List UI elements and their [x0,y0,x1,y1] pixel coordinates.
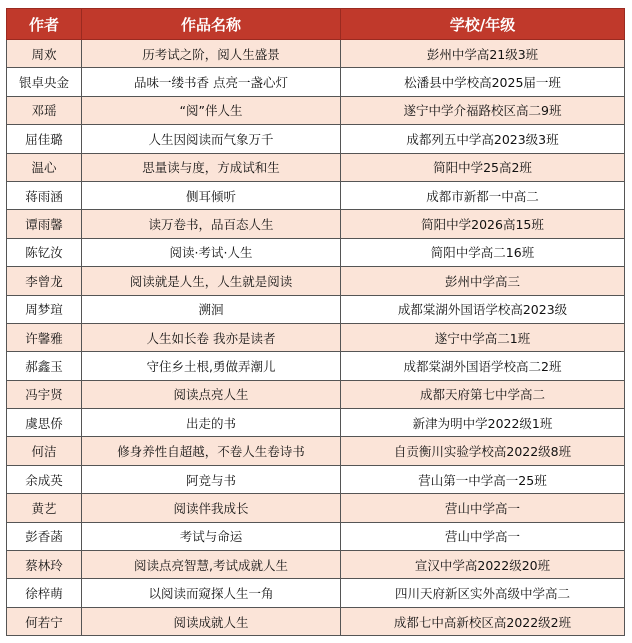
table-row [7,40,625,68]
author-cell: 虞思侨 [7,409,82,437]
table-header-row [7,9,625,40]
author-cell: 徐梓萌 [7,579,82,607]
table-row [7,125,625,153]
school-cell: 营山中学高一 [341,522,625,550]
table-row [7,68,625,96]
school-cell: 简阳中学2026高15班 [341,210,625,238]
author-cell: 李曾龙 [7,267,82,295]
school-cell: 彭州中学高21级3班 [341,40,625,68]
author-cell: 温心 [7,153,82,181]
title-cell: 以阅读而窥探人生一角 [82,579,341,607]
author-cell: 黄艺 [7,494,82,522]
title-cell: “阅”伴人生 [82,96,341,124]
author-cell: 屈佳璐 [7,125,82,153]
title-cell: 读万卷书，品百态人生 [82,210,341,238]
header-author: 作者 [7,9,82,40]
header-title: 作品名称 [82,9,341,40]
school-cell: 成都天府第七中学高二 [341,380,625,408]
school-cell: 四川天府新区实外高级中学高二 [341,579,625,607]
title-cell: 阿竞与书 [82,465,341,493]
award-table-container [6,8,624,636]
author-cell: 周梦瑄 [7,295,82,323]
school-cell: 成都七中高新校区高2022级2班 [341,607,625,635]
award-table [6,8,625,636]
school-cell: 成都棠湖外国语学校高二2班 [341,352,625,380]
author-cell: 周欢 [7,40,82,68]
school-cell: 成都列五中学高2023级3班 [341,125,625,153]
header-school: 学校/年级 [341,9,625,40]
table-row [7,465,625,493]
school-cell: 遂宁中学介福路校区高二9班 [341,96,625,124]
table-row [7,494,625,522]
author-cell: 冯宇贤 [7,380,82,408]
author-cell: 蒋雨涵 [7,181,82,209]
author-cell: 余成英 [7,465,82,493]
author-cell: 彭香菡 [7,522,82,550]
table-row [7,267,625,295]
table-row [7,323,625,351]
author-cell: 银卓央金 [7,68,82,96]
author-cell: 何若宁 [7,607,82,635]
school-cell: 彭州中学高三 [341,267,625,295]
author-cell: 许馨雅 [7,323,82,351]
table-row [7,579,625,607]
school-cell: 自贡衡川实验学校高2022级8班 [341,437,625,465]
table-row [7,153,625,181]
title-cell: 历考试之阶，阅人生盛景 [82,40,341,68]
table-row [7,380,625,408]
school-cell: 宣汉中学高2022级20班 [341,551,625,579]
school-cell: 简阳中学25高2班 [341,153,625,181]
table-row [7,181,625,209]
author-cell: 陈钇汝 [7,238,82,266]
school-cell: 简阳中学高二16班 [341,238,625,266]
title-cell: 阅读点亮智慧,考试成就人生 [82,551,341,579]
title-cell: 修身养性自超越，不卷人生卷诗书 [82,437,341,465]
title-cell: 人生因阅读而气象万千 [82,125,341,153]
table-row [7,409,625,437]
table-row [7,210,625,238]
title-cell: 阅读成就人生 [82,607,341,635]
school-cell: 成都棠湖外国语学校高2023级 [341,295,625,323]
author-cell: 谭雨馨 [7,210,82,238]
title-cell: 溯洄 [82,295,341,323]
title-cell: 阅读·考试·人生 [82,238,341,266]
school-cell: 营山第一中学高一25班 [341,465,625,493]
table-row [7,352,625,380]
title-cell: 思量读与度，方成试和生 [82,153,341,181]
title-cell: 品味一缕书香 点亮一盏心灯 [82,68,341,96]
school-cell: 松潘县中学校高2025届一班 [341,68,625,96]
table-row [7,238,625,266]
table-row [7,607,625,635]
table-row [7,437,625,465]
table-row [7,96,625,124]
title-cell: 守住乡土根,勇做弄潮儿 [82,352,341,380]
title-cell: 人生如长卷 我亦是读者 [82,323,341,351]
school-cell: 营山中学高一 [341,494,625,522]
title-cell: 阅读就是人生，人生就是阅读 [82,267,341,295]
author-cell: 郝鑫玉 [7,352,82,380]
author-cell: 蔡林玲 [7,551,82,579]
author-cell: 邓瑶 [7,96,82,124]
table-row [7,551,625,579]
title-cell: 侧耳倾听 [82,181,341,209]
title-cell: 阅读伴我成长 [82,494,341,522]
title-cell: 出走的书 [82,409,341,437]
title-cell: 考试与命运 [82,522,341,550]
table-row [7,522,625,550]
school-cell: 遂宁中学高二1班 [341,323,625,351]
table-row [7,295,625,323]
author-cell: 何洁 [7,437,82,465]
title-cell: 阅读点亮人生 [82,380,341,408]
school-cell: 新津为明中学2022级1班 [341,409,625,437]
school-cell: 成都市新都一中高二 [341,181,625,209]
